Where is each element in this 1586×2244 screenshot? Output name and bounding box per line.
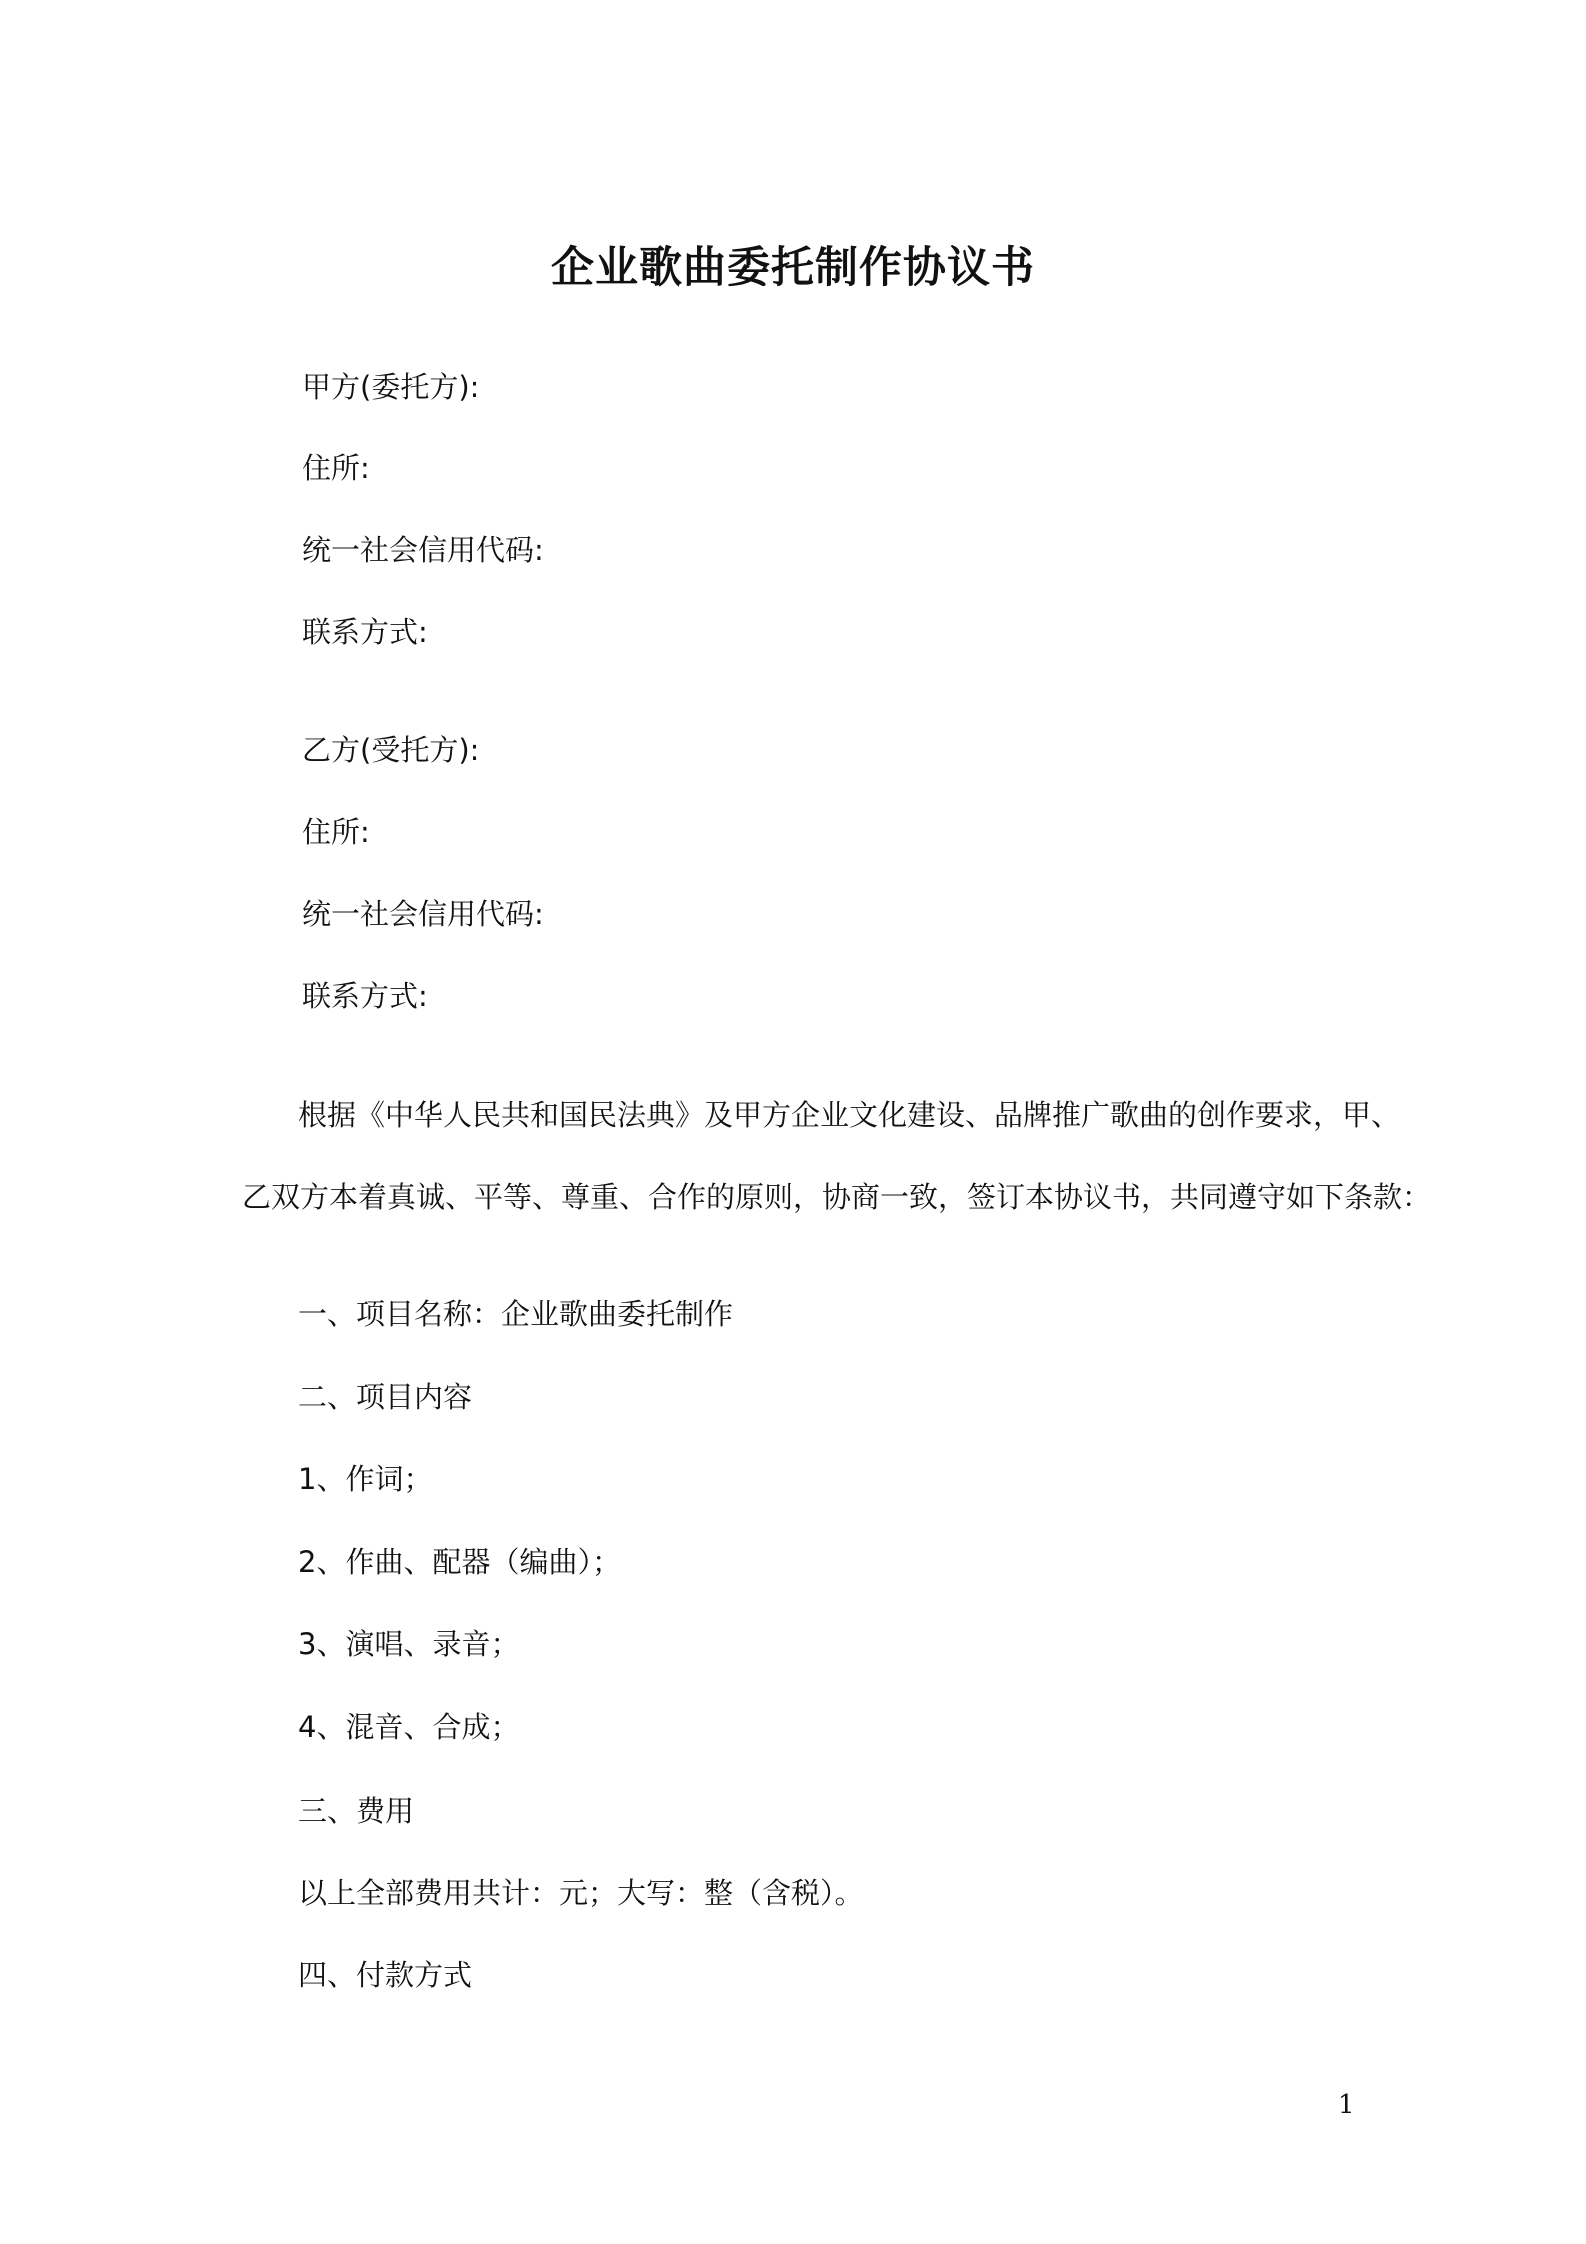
party-a-contact: 联系方式: [302,615,428,649]
document-title: 企业歌曲委托制作协议书 [551,243,1035,293]
party-a-address: 住所: [302,451,370,485]
party-b-credit-code: 统一社会信用代码: [302,897,544,931]
clause-project-name: 一、项目名称：企业歌曲委托制作 [298,1297,734,1331]
party-b-address: 住所: [302,815,370,849]
content-item: 1、作词； [298,1462,433,1496]
party-a-label: 甲方(委托方): [302,370,480,404]
party-b-contact: 联系方式: [302,979,428,1013]
content-item: 2、作曲、配器（编曲）； [298,1545,621,1579]
clause-payment-method: 四、付款方式 [298,1958,473,1992]
preamble-line-1: 根据《中华人民共和国民法典》及甲方企业文化建设、品牌推广歌曲的创作要求，甲、 [298,1098,1401,1132]
content-item: 3、演唱、录音； [298,1627,520,1661]
party-a-credit-code: 统一社会信用代码: [302,533,544,567]
page-number: 1 [1338,2090,1355,2120]
fee-total-text: 以上全部费用共计：元；大写：整（含税）。 [298,1876,864,1910]
preamble-line-2: 乙双方本着真诚、平等、尊重、合作的原则，协商一致，签订本协议书，共同遵守如下条款： [242,1180,1432,1214]
content-item: 4、混音、合成； [298,1710,520,1744]
party-b-label: 乙方(受托方): [302,733,480,767]
clause-fees: 三、费用 [298,1794,415,1828]
clause-project-content: 二、项目内容 [298,1380,473,1414]
